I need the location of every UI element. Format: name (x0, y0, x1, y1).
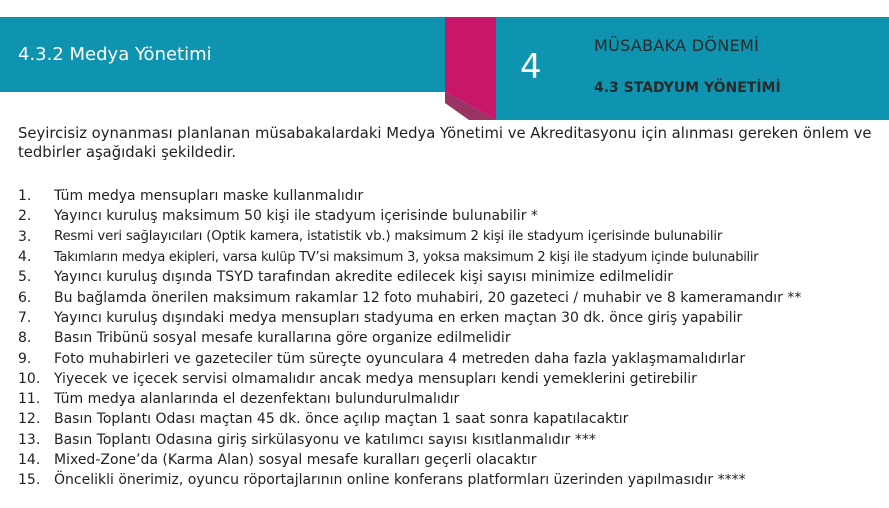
list-item-text: Yayıncı kuruluş dışındaki medya mensupları stadyuma en erken maçtan 30 dk. önce giriş yapabilir (54, 309, 743, 326)
list-item-text: Yayıncı kuruluş maksimum 50 kişi ile stadyum içerisinde bulunabilir * (54, 208, 538, 225)
subsection-name: 4.3 STADYUM YÖNETİMİ (594, 80, 781, 96)
list-item (18, 287, 886, 307)
list-item (18, 430, 886, 450)
chapter-number: 4 (520, 47, 542, 87)
list-item-number: 12. (18, 411, 41, 428)
list-item (18, 247, 886, 267)
list-item-text: Öncelikli önerimiz, oyuncu röportajlarının online konferans platformları üzerinden yapılmasıdır **** (54, 472, 746, 489)
list-item (18, 328, 886, 348)
list-item (18, 227, 886, 247)
section-name: MÜSABAKA DÖNEMİ (594, 36, 760, 55)
list-item (18, 206, 886, 226)
list-item (18, 470, 886, 490)
list-item-number: 10. (18, 370, 41, 387)
page-header (0, 0, 889, 120)
measures-list (18, 186, 886, 490)
list-item-number: 11. (18, 391, 41, 408)
accent-ribbon (445, 17, 497, 120)
list-item-text: Foto muhabirleri ve gazeteciler tüm süreçte oyunculara 4 metreden daha fazla yaklaşmamalıdırlar (54, 350, 746, 367)
list-item (18, 348, 886, 368)
list-item-text: Tüm medya mensupları maske kullanmalıdır (54, 188, 364, 205)
list-item-text: Resmi veri sağlayıcıları (Optik kamera, istatistik vb.) maksimum 2 kişi ile stadyum içerisinde bulunabilir (54, 229, 723, 245)
list-item-number: 8. (18, 330, 32, 347)
list-item-number: 5. (18, 269, 32, 286)
list-item (18, 308, 886, 328)
section-code-title: 4.3.2 Medya Yönetimi (18, 44, 212, 65)
list-item-number: 3. (18, 228, 32, 245)
list-item-number: 9. (18, 350, 32, 367)
chapter-band (496, 17, 889, 120)
list-item-number: 6. (18, 289, 32, 306)
list-item-text: Basın Tribünü sosyal mesafe kurallarına göre organize edilmelidir (54, 330, 511, 347)
list-item-text: Mixed-Zone’da (Karma Alan) sosyal mesafe kuralları geçerli olacaktır (54, 452, 537, 468)
list-item-text: Basın Toplantı Odasına giriş sirkülasyonu ve katılımcı sayısı kısıtlanmalıdır *** (54, 431, 596, 448)
list-item-text: Yayıncı kuruluş dışında TSYD tarafından akredite edilecek kişi sayısı minimize edilmelidir (54, 269, 674, 286)
list-item (18, 369, 886, 389)
list-item-text: Yiyecek ve içecek servisi olmamalıdır ancak medya mensupları kendi yemeklerini getirebilir (54, 370, 697, 387)
list-item (18, 409, 886, 429)
list-item-number: 1. (18, 188, 32, 205)
list-item-text: Takımların medya ekipleri, varsa kulüp TV’si maksimum 3, yoksa maksimum 2 kişi ile stadyum içinde bulunabilir (54, 249, 759, 265)
list-item-text: Bu bağlamda önerilen maksimum rakamlar 12 foto muhabiri, 20 gazeteci / muhabir ve 8 kameramandır ** (54, 289, 802, 306)
list-item (18, 389, 886, 409)
list-item-number: 7. (18, 309, 32, 326)
list-item-number: 14. (18, 452, 41, 468)
list-item-text: Basın Toplantı Odası maçtan 45 dk. önce açılıp maçtan 1 saat sonra kapatılacaktır (54, 411, 629, 428)
list-item-number: 2. (18, 208, 32, 225)
list-item (18, 186, 886, 206)
intro-paragraph: Seyircisiz oynanması planlanan müsabakalardaki Medya Yönetimi ve Akreditasyonu için alınması gereken önlem ve tedbirler aşağıdaki şekildedir. (18, 125, 872, 161)
list-item-number: 4. (18, 249, 32, 266)
list-item-text: Tüm medya alanlarında el dezenfektanı bulundurulmalıdır (54, 391, 460, 408)
list-item-number: 15. (18, 472, 41, 489)
list-item (18, 267, 886, 287)
list-item-number: 13. (18, 431, 41, 448)
list-item (18, 450, 886, 470)
